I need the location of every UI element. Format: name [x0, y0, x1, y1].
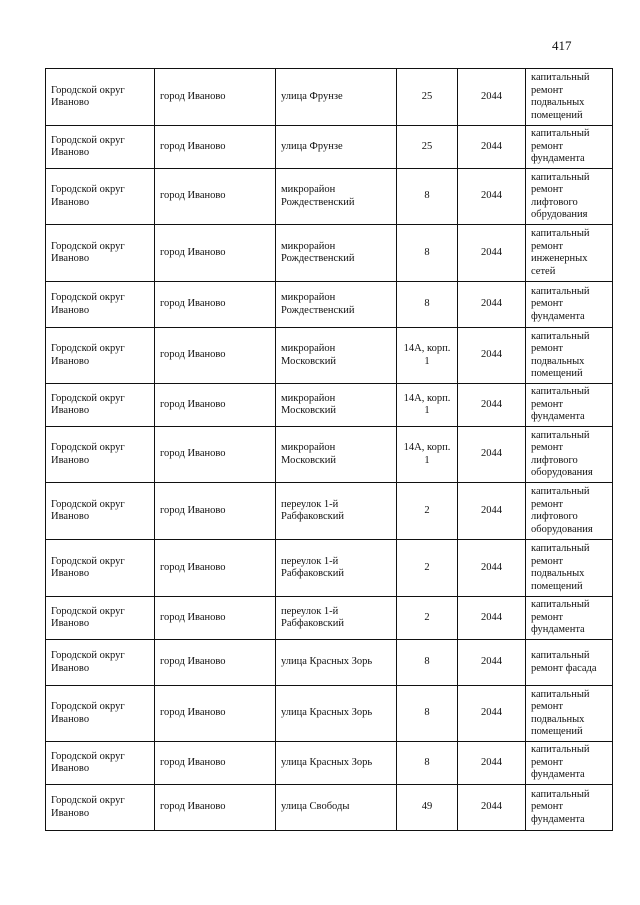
cell-city: город Иваново	[155, 427, 276, 483]
cell-house-number: 8	[397, 169, 458, 225]
cell-work-type: капитальный ремонт фундамента	[526, 742, 613, 785]
cell-district: Городской округ Иваново	[46, 225, 155, 282]
cell-house-number: 49	[397, 785, 458, 831]
cell-street: микрорайон Рождественский	[276, 169, 397, 225]
cell-street: улица Фрунзе	[276, 69, 397, 126]
cell-city: город Иваново	[155, 540, 276, 597]
cell-work-type: капитальный ремонт фундамента	[526, 282, 613, 328]
table-row	[46, 686, 613, 742]
cell-year: 2044	[458, 126, 526, 169]
cell-district: Городской округ Иваново	[46, 427, 155, 483]
cell-street: переулок 1-й Рабфаковский	[276, 597, 397, 640]
table-row	[46, 540, 613, 597]
cell-district: Городской округ Иваново	[46, 126, 155, 169]
cell-district: Городской округ Иваново	[46, 742, 155, 785]
table-row	[46, 427, 613, 483]
cell-work-type: капитальный ремонт фасада	[526, 640, 613, 686]
table-row	[46, 225, 613, 282]
cell-street: микрорайон Московский	[276, 328, 397, 384]
cell-work-type: капитальный ремонт лифтового обрудования	[526, 169, 613, 225]
table-row	[46, 640, 613, 686]
cell-work-type: капитальный ремонт фундамента	[526, 126, 613, 169]
cell-year: 2044	[458, 69, 526, 126]
page-number: 417	[552, 38, 572, 53]
cell-district: Городской округ Иваново	[46, 384, 155, 427]
cell-year: 2044	[458, 427, 526, 483]
cell-district: Городской округ Иваново	[46, 69, 155, 126]
cell-street: микрорайон Рождественский	[276, 225, 397, 282]
cell-year: 2044	[458, 540, 526, 597]
table-row	[46, 384, 613, 427]
table-row	[46, 742, 613, 785]
cell-house-number: 2	[397, 597, 458, 640]
cell-city: город Иваново	[155, 384, 276, 427]
cell-city: город Иваново	[155, 328, 276, 384]
cell-house-number: 8	[397, 225, 458, 282]
table-row	[46, 169, 613, 225]
cell-district: Городской округ Иваново	[46, 282, 155, 328]
cell-city: город Иваново	[155, 640, 276, 686]
cell-work-type: капитальный ремонт подвальных помещений	[526, 686, 613, 742]
cell-work-type: капитальный ремонт подвальных помещений	[526, 540, 613, 597]
cell-house-number: 25	[397, 69, 458, 126]
cell-street: улица Красных Зорь	[276, 640, 397, 686]
cell-street: микрорайон Рождественский	[276, 282, 397, 328]
cell-district: Городской округ Иваново	[46, 169, 155, 225]
cell-work-type: капитальный ремонт лифтового оборудования	[526, 427, 613, 483]
cell-work-type: капитальный ремонт фундамента	[526, 785, 613, 831]
cell-work-type: капитальный ремонт лифтового оборудования	[526, 483, 613, 540]
table-row	[46, 328, 613, 384]
table-row	[46, 785, 613, 831]
cell-street: улица Красных Зорь	[276, 742, 397, 785]
cell-city: город Иваново	[155, 597, 276, 640]
cell-city: город Иваново	[155, 69, 276, 126]
table-row	[46, 282, 613, 328]
repair-schedule-table	[45, 68, 613, 831]
cell-district: Городской округ Иваново	[46, 597, 155, 640]
cell-city: город Иваново	[155, 126, 276, 169]
table-row	[46, 126, 613, 169]
cell-house-number: 25	[397, 126, 458, 169]
cell-district: Городской округ Иваново	[46, 540, 155, 597]
cell-street: улица Красных Зорь	[276, 686, 397, 742]
cell-city: город Иваново	[155, 686, 276, 742]
cell-year: 2044	[458, 328, 526, 384]
cell-work-type: капитальный ремонт подвальных помещений	[526, 69, 613, 126]
cell-work-type: капитальный ремонт фундамента	[526, 384, 613, 427]
cell-house-number: 8	[397, 640, 458, 686]
cell-district: Городской округ Иваново	[46, 328, 155, 384]
cell-street: микрорайон Московский	[276, 384, 397, 427]
cell-year: 2044	[458, 384, 526, 427]
cell-house-number: 2	[397, 483, 458, 540]
cell-district: Городской округ Иваново	[46, 640, 155, 686]
cell-house-number: 2	[397, 540, 458, 597]
cell-year: 2044	[458, 686, 526, 742]
table-row	[46, 69, 613, 126]
cell-street: переулок 1-й Рабфаковский	[276, 483, 397, 540]
cell-city: город Иваново	[155, 225, 276, 282]
cell-city: город Иваново	[155, 282, 276, 328]
cell-district: Городской округ Иваново	[46, 686, 155, 742]
cell-house-number: 14А, корп. 1	[397, 384, 458, 427]
cell-year: 2044	[458, 742, 526, 785]
cell-district: Городской округ Иваново	[46, 483, 155, 540]
cell-work-type: капитальный ремонт фундамента	[526, 597, 613, 640]
cell-year: 2044	[458, 225, 526, 282]
table-row	[46, 483, 613, 540]
cell-house-number: 14А, корп. 1	[397, 328, 458, 384]
table-row	[46, 597, 613, 640]
cell-year: 2044	[458, 169, 526, 225]
cell-house-number: 8	[397, 282, 458, 328]
cell-year: 2044	[458, 282, 526, 328]
cell-year: 2044	[458, 483, 526, 540]
cell-city: город Иваново	[155, 483, 276, 540]
cell-house-number: 8	[397, 742, 458, 785]
cell-house-number: 14А, корп. 1	[397, 427, 458, 483]
cell-city: город Иваново	[155, 742, 276, 785]
cell-year: 2044	[458, 597, 526, 640]
cell-street: улица Свободы	[276, 785, 397, 831]
cell-street: переулок 1-й Рабфаковский	[276, 540, 397, 597]
cell-street: улица Фрунзе	[276, 126, 397, 169]
cell-year: 2044	[458, 640, 526, 686]
cell-street: микрорайон Московский	[276, 427, 397, 483]
cell-work-type: капитальный ремонт подвальных помещений	[526, 328, 613, 384]
cell-house-number: 8	[397, 686, 458, 742]
cell-city: город Иваново	[155, 785, 276, 831]
cell-city: город Иваново	[155, 169, 276, 225]
cell-work-type: капитальный ремонт инженерных сетей	[526, 225, 613, 282]
cell-year: 2044	[458, 785, 526, 831]
cell-district: Городской округ Иваново	[46, 785, 155, 831]
